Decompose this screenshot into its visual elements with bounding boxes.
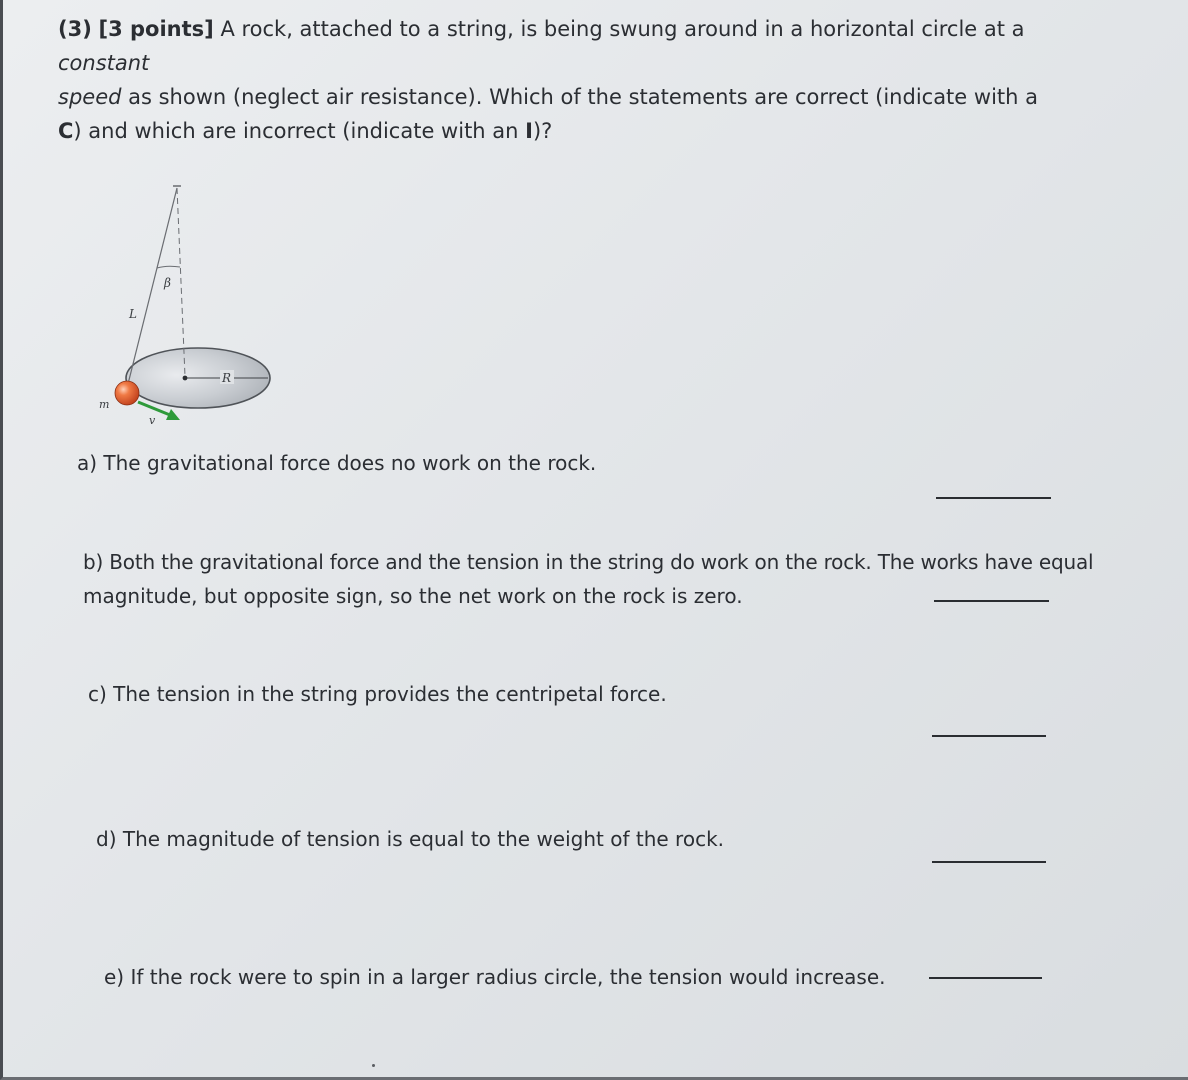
statement-b-line1: b) Both the gravitational force and the tension in the string do work on the rock. The works have equal <box>83 550 1094 574</box>
statement-b-line2: magnitude, but opposite sign, so the net work on the rock is zero. <box>83 584 743 608</box>
statement-e: e) If the rock were to spin in a larger radius circle, the tension would increase. <box>104 965 886 989</box>
answer-line-c[interactable] <box>932 735 1046 737</box>
statement-a: a) The gravitational force does no work on the rock. <box>77 451 597 475</box>
page-smudge <box>372 1064 375 1067</box>
statement-d: d) The magnitude of tension is equal to the weight of the rock. <box>96 827 725 851</box>
answer-line-d[interactable] <box>932 861 1046 863</box>
center-dot <box>183 376 188 381</box>
question-points: [3 points] <box>98 17 214 41</box>
question-number: (3) <box>58 17 92 41</box>
incorrect-mark: I <box>525 119 533 143</box>
mass-label: m <box>99 398 110 411</box>
answer-line-b[interactable] <box>934 600 1049 602</box>
length-label: L <box>129 307 137 321</box>
question-prompt: (3) [3 points] A rock, attached to a string, is being swung around in a horizontal circle at a constant speed as shown (neglect air resistance). Which of the statements are correct (indicate with a C) and which are incorrect (indicate with an I)? <box>58 17 1038 143</box>
velocity-label: v <box>149 414 156 427</box>
rock <box>115 381 139 405</box>
angle-label: β <box>164 276 171 290</box>
statement-c: c) The tension in the string provides the centripetal force. <box>88 682 667 706</box>
angle-arc <box>157 266 180 268</box>
conical-pendulum-diagram <box>96 180 286 430</box>
radius-label: R <box>222 371 232 385</box>
correct-mark: C <box>58 119 74 143</box>
answer-line-a[interactable] <box>936 497 1051 499</box>
answer-line-e[interactable] <box>929 977 1042 979</box>
